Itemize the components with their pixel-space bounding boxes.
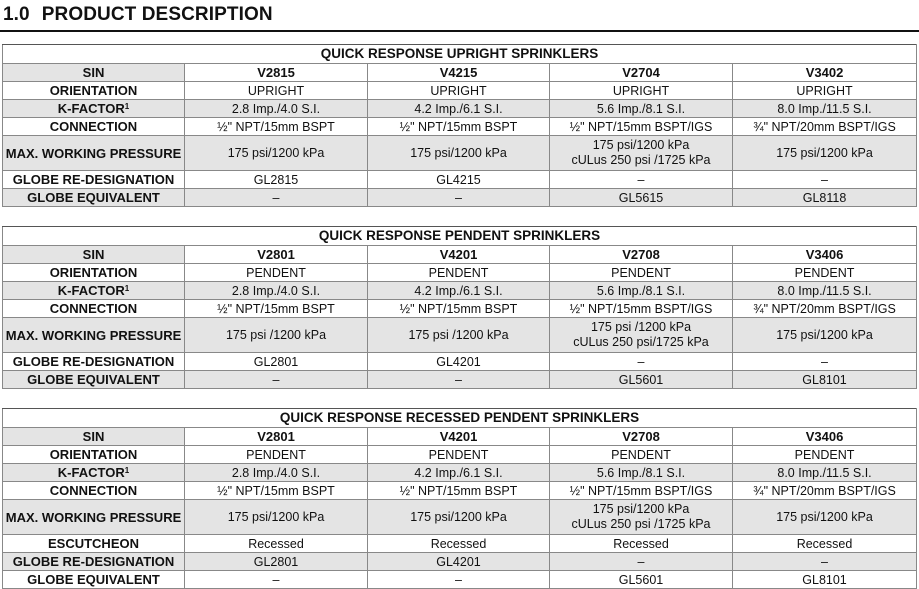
spec-table-pendent bbox=[2, 226, 917, 389]
row-label bbox=[3, 300, 185, 318]
sin-row bbox=[3, 428, 917, 446]
row-label bbox=[3, 264, 185, 282]
table-cell bbox=[733, 282, 917, 300]
heading-rule bbox=[0, 30, 919, 32]
cell-value: – bbox=[455, 190, 462, 205]
row-globe-re-designation bbox=[3, 171, 917, 189]
table-cell bbox=[185, 500, 368, 535]
cell-value: 4.2 Imp./6.1 S.I. bbox=[414, 101, 503, 116]
sin-cell: V3406 bbox=[733, 428, 917, 446]
cell-value: GL5615 bbox=[618, 190, 664, 205]
row-label-text: ESCUTCHEON bbox=[47, 535, 139, 551]
cell-value: ½" NPT/15mm BSPT/IGS bbox=[569, 119, 713, 134]
row-label bbox=[3, 318, 185, 353]
table-title-row bbox=[3, 409, 917, 428]
cell-value-extra: cULus 250 psi /1725 kPa bbox=[571, 153, 711, 167]
table-cell bbox=[733, 100, 917, 118]
cell-value: GL4201 bbox=[436, 554, 481, 569]
table-cell bbox=[733, 571, 917, 589]
cell-value: 175 psi/1200 kPa bbox=[410, 145, 507, 160]
row-label-text: K-FACTOR bbox=[57, 282, 125, 298]
table-cell bbox=[185, 571, 368, 589]
row-globe-re-designation bbox=[3, 353, 917, 371]
row-label bbox=[3, 118, 185, 136]
row-label-text: CONNECTION bbox=[49, 300, 138, 316]
cell-value: 2.8 Imp./4.0 S.I. bbox=[231, 283, 321, 298]
cell-value: – bbox=[821, 554, 828, 569]
table-cell bbox=[185, 535, 368, 553]
cell-value: GL2815 bbox=[253, 172, 299, 187]
table-cell bbox=[550, 136, 733, 171]
row-globe-re-designation bbox=[3, 553, 917, 571]
cell-value: 2.8 Imp./4.0 S.I. bbox=[231, 465, 321, 480]
cell-value: ¾" NPT/20mm BSPT/IGS bbox=[753, 119, 896, 134]
cell-value: – bbox=[821, 354, 828, 369]
row-connection bbox=[3, 118, 917, 136]
row-label-text: MAX. WORKING PRESSURE bbox=[5, 145, 182, 161]
cell-value: – bbox=[455, 572, 462, 587]
table-cell bbox=[368, 535, 550, 553]
cell-value: – bbox=[637, 172, 645, 187]
section-number: 1.0 bbox=[3, 4, 30, 25]
table-cell bbox=[733, 482, 917, 500]
row-k-factor bbox=[3, 464, 917, 482]
cell-value: – bbox=[637, 354, 645, 369]
table-cell bbox=[733, 535, 917, 553]
table-cell bbox=[550, 371, 733, 389]
footnote-marker: 1 bbox=[124, 465, 130, 475]
sin-row bbox=[3, 246, 917, 264]
row-max-working-pressure bbox=[3, 318, 917, 353]
cell-value: 175 psi /1200 kPa bbox=[408, 327, 509, 342]
cell-value: PENDENT bbox=[611, 265, 671, 280]
row-label-text: MAX. WORKING PRESSURE bbox=[5, 327, 182, 343]
table-cell bbox=[185, 371, 368, 389]
cell-value: 5.6 Imp./8.1 S.I. bbox=[596, 465, 686, 480]
table-cell bbox=[368, 100, 550, 118]
table-cell bbox=[185, 318, 368, 353]
table-cell bbox=[733, 371, 917, 389]
table-cell bbox=[185, 553, 368, 571]
cell-value: 2.8 Imp./4.0 S.I. bbox=[231, 101, 321, 116]
row-orientation bbox=[3, 264, 917, 282]
row-label bbox=[3, 446, 185, 464]
table-cell bbox=[550, 446, 733, 464]
cell-value: 175 psi /1200 kPa bbox=[590, 320, 692, 334]
row-k-factor bbox=[3, 100, 917, 118]
row-label bbox=[3, 171, 185, 189]
cell-value: 175 psi/1200 kPa bbox=[227, 509, 325, 524]
sin-cell: V2801 bbox=[185, 246, 368, 264]
cell-value: ½" NPT/15mm BSPT bbox=[399, 119, 518, 134]
table-cell bbox=[185, 482, 368, 500]
row-globe-equivalent bbox=[3, 571, 917, 589]
row-label-text: K-FACTOR bbox=[57, 100, 125, 116]
table-cell bbox=[733, 189, 917, 207]
row-label-text: GLOBE EQUIVALENT bbox=[27, 371, 160, 387]
row-label-text: ORIENTATION bbox=[49, 264, 138, 280]
table-cell bbox=[368, 82, 550, 100]
cell-value: PENDENT bbox=[246, 447, 306, 462]
cell-value: ¾" NPT/20mm BSPT/IGS bbox=[753, 301, 896, 316]
cell-value: GL2801 bbox=[253, 554, 299, 569]
cell-value: 175 psi/1200 kPa bbox=[592, 138, 690, 152]
table-cell bbox=[550, 553, 733, 571]
row-label-text: ORIENTATION bbox=[49, 446, 138, 462]
cell-value: GL4215 bbox=[436, 172, 481, 187]
table-cell bbox=[550, 353, 733, 371]
table-title-row bbox=[3, 45, 917, 64]
table-cell bbox=[550, 535, 733, 553]
row-label bbox=[3, 136, 185, 171]
cell-value: 4.2 Imp./6.1 S.I. bbox=[414, 283, 503, 298]
cell-value: 8.0 Imp./11.5 S.I. bbox=[777, 283, 872, 298]
table-cell bbox=[368, 318, 550, 353]
table-cell bbox=[550, 282, 733, 300]
row-label-text: GLOBE RE-DESIGNATION bbox=[12, 353, 175, 369]
cell-value: 175 psi/1200 kPa bbox=[776, 145, 873, 160]
row-label bbox=[3, 500, 185, 535]
row-label: SIN bbox=[3, 428, 185, 446]
table-cell bbox=[368, 171, 550, 189]
table-cell bbox=[550, 118, 733, 136]
cell-value: PENDENT bbox=[428, 265, 489, 280]
sin-cell: V4201 bbox=[368, 246, 550, 264]
table-cell bbox=[368, 371, 550, 389]
cell-value: ½" NPT/15mm BSPT/IGS bbox=[569, 301, 713, 316]
table-cell bbox=[733, 264, 917, 282]
table-cell bbox=[185, 189, 368, 207]
table-cell bbox=[368, 464, 550, 482]
cell-value: – bbox=[455, 372, 462, 387]
table-cell bbox=[733, 500, 917, 535]
cell-value: Recessed bbox=[613, 536, 669, 551]
cell-value: ¾" NPT/20mm BSPT/IGS bbox=[753, 483, 896, 498]
table-cell bbox=[185, 118, 368, 136]
row-label bbox=[3, 100, 185, 118]
table-title: QUICK RESPONSE RECESSED PENDENT SPRINKLERS bbox=[3, 409, 917, 428]
cell-value: 175 psi /1200 kPa bbox=[225, 327, 327, 342]
row-connection bbox=[3, 300, 917, 318]
cell-value: GL2801 bbox=[253, 354, 299, 369]
table-cell bbox=[733, 353, 917, 371]
table-cell bbox=[550, 264, 733, 282]
spec-table-upright bbox=[2, 44, 917, 207]
sin-cell: V2704 bbox=[550, 64, 733, 82]
table-cell bbox=[185, 100, 368, 118]
row-label-text: CONNECTION bbox=[49, 482, 138, 498]
sin-cell: V3406 bbox=[733, 246, 917, 264]
cell-value: GL8101 bbox=[802, 372, 847, 387]
table-title: QUICK RESPONSE UPRIGHT SPRINKLERS bbox=[3, 45, 917, 64]
table-cell bbox=[368, 553, 550, 571]
table-cell bbox=[550, 300, 733, 318]
row-label-text: CONNECTION bbox=[49, 118, 138, 134]
table-cell bbox=[185, 171, 368, 189]
table-cell bbox=[185, 264, 368, 282]
row-orientation bbox=[3, 446, 917, 464]
cell-value: Recessed bbox=[796, 536, 853, 551]
sin-cell: V4215 bbox=[368, 64, 550, 82]
row-label bbox=[3, 535, 185, 553]
table-cell bbox=[185, 82, 368, 100]
cell-value: PENDENT bbox=[246, 265, 306, 280]
cell-value: PENDENT bbox=[611, 447, 671, 462]
cell-value: 8.0 Imp./11.5 S.I. bbox=[777, 465, 872, 480]
cell-value: 8.0 Imp./11.5 S.I. bbox=[777, 101, 872, 116]
sin-cell: V2708 bbox=[550, 428, 733, 446]
table-cell bbox=[550, 482, 733, 500]
row-label: SIN bbox=[3, 64, 185, 82]
table-cell bbox=[550, 464, 733, 482]
section-title: PRODUCT DESCRIPTION bbox=[41, 4, 273, 25]
table-cell bbox=[368, 118, 550, 136]
cell-value: PENDENT bbox=[794, 265, 855, 280]
row-label bbox=[3, 189, 185, 207]
table-cell bbox=[733, 464, 917, 482]
cell-value: – bbox=[821, 172, 828, 187]
cell-value: ½" NPT/15mm BSPT bbox=[217, 301, 335, 316]
cell-value: 5.6 Imp./8.1 S.I. bbox=[596, 283, 686, 298]
cell-value: GL8118 bbox=[802, 190, 847, 205]
table-cell bbox=[368, 264, 550, 282]
table-cell bbox=[550, 82, 733, 100]
table-cell bbox=[550, 571, 733, 589]
row-label bbox=[3, 553, 185, 571]
footnote-marker: 1 bbox=[124, 101, 130, 111]
cell-value: Recessed bbox=[248, 536, 304, 551]
row-label bbox=[3, 353, 185, 371]
cell-value: UPRIGHT bbox=[612, 83, 670, 98]
row-max-working-pressure bbox=[3, 136, 917, 171]
row-k-factor bbox=[3, 282, 917, 300]
table-cell bbox=[733, 136, 917, 171]
cell-value: 175 psi/1200 kPa bbox=[776, 509, 873, 524]
row-globe-equivalent bbox=[3, 189, 917, 207]
table-title: QUICK RESPONSE PENDENT SPRINKLERS bbox=[3, 227, 917, 246]
sin-cell: V4201 bbox=[368, 428, 550, 446]
cell-value: 175 psi/1200 kPa bbox=[227, 145, 325, 160]
row-label bbox=[3, 82, 185, 100]
table-cell bbox=[185, 353, 368, 371]
row-label bbox=[3, 371, 185, 389]
cell-value: – bbox=[272, 190, 280, 205]
table-cell bbox=[368, 282, 550, 300]
table-cell bbox=[368, 353, 550, 371]
cell-value: 175 psi/1200 kPa bbox=[776, 327, 873, 342]
table-cell bbox=[550, 100, 733, 118]
sin-cell: V2801 bbox=[185, 428, 368, 446]
table-cell bbox=[185, 464, 368, 482]
cell-value: – bbox=[272, 372, 280, 387]
cell-value: GL5601 bbox=[618, 372, 664, 387]
sin-cell: V2708 bbox=[550, 246, 733, 264]
cell-value: – bbox=[272, 572, 280, 587]
table-cell bbox=[550, 171, 733, 189]
cell-value-extra: cULus 250 psi/1725 kPa bbox=[573, 335, 709, 349]
table-cell bbox=[368, 500, 550, 535]
row-label-text: ORIENTATION bbox=[49, 82, 138, 98]
table-cell bbox=[368, 300, 550, 318]
table-cell bbox=[733, 171, 917, 189]
row-label bbox=[3, 482, 185, 500]
table-title-row bbox=[3, 227, 917, 246]
row-label-text: MAX. WORKING PRESSURE bbox=[5, 509, 182, 525]
cell-value: 4.2 Imp./6.1 S.I. bbox=[414, 465, 503, 480]
cell-value: ½" NPT/15mm BSPT bbox=[217, 119, 335, 134]
sin-cell: V3402 bbox=[733, 64, 917, 82]
table-cell bbox=[550, 189, 733, 207]
cell-value: 175 psi/1200 kPa bbox=[410, 509, 507, 524]
table-cell bbox=[733, 82, 917, 100]
cell-value: ½" NPT/15mm BSPT bbox=[399, 301, 518, 316]
table-cell bbox=[185, 300, 368, 318]
cell-value: ½" NPT/15mm BSPT bbox=[217, 483, 335, 498]
spec-table-recessed-pendent bbox=[2, 408, 917, 589]
row-orientation bbox=[3, 82, 917, 100]
cell-value: Recessed bbox=[430, 536, 487, 551]
footnote-marker: 1 bbox=[124, 283, 130, 293]
table-cell bbox=[368, 189, 550, 207]
row-label-text: GLOBE EQUIVALENT bbox=[27, 189, 160, 205]
table-cell bbox=[368, 482, 550, 500]
row-label-text: K-FACTOR bbox=[57, 464, 125, 480]
row-label bbox=[3, 282, 185, 300]
row-escutcheon bbox=[3, 535, 917, 553]
cell-value-extra: cULus 250 psi /1725 kPa bbox=[571, 517, 711, 531]
row-label bbox=[3, 464, 185, 482]
cell-value: GL4201 bbox=[436, 354, 481, 369]
table-cell bbox=[733, 118, 917, 136]
cell-value: 5.6 Imp./8.1 S.I. bbox=[596, 101, 686, 116]
section-heading bbox=[3, 4, 273, 26]
sin-row bbox=[3, 64, 917, 82]
table-cell bbox=[185, 136, 368, 171]
cell-value: PENDENT bbox=[428, 447, 489, 462]
table-cell bbox=[550, 318, 733, 353]
row-label: SIN bbox=[3, 246, 185, 264]
table-cell bbox=[550, 500, 733, 535]
cell-value: ½" NPT/15mm BSPT/IGS bbox=[569, 483, 713, 498]
row-label-text: GLOBE RE-DESIGNATION bbox=[12, 171, 175, 187]
table-cell bbox=[368, 446, 550, 464]
row-max-working-pressure bbox=[3, 500, 917, 535]
table-cell bbox=[733, 318, 917, 353]
cell-value: UPRIGHT bbox=[430, 83, 487, 98]
cell-value: UPRIGHT bbox=[247, 83, 305, 98]
cell-value: PENDENT bbox=[794, 447, 855, 462]
table-cell bbox=[368, 136, 550, 171]
table-cell bbox=[733, 300, 917, 318]
table-cell bbox=[368, 571, 550, 589]
table-cell bbox=[733, 553, 917, 571]
row-label-text: GLOBE RE-DESIGNATION bbox=[12, 553, 175, 569]
cell-value: ½" NPT/15mm BSPT bbox=[399, 483, 518, 498]
table-cell bbox=[185, 446, 368, 464]
sin-cell: V2815 bbox=[185, 64, 368, 82]
row-connection bbox=[3, 482, 917, 500]
table-cell bbox=[733, 446, 917, 464]
cell-value: 175 psi/1200 kPa bbox=[592, 502, 690, 516]
row-globe-equivalent bbox=[3, 371, 917, 389]
cell-value: – bbox=[637, 554, 645, 569]
row-label-text: GLOBE EQUIVALENT bbox=[27, 571, 160, 587]
cell-value: UPRIGHT bbox=[796, 83, 853, 98]
row-label bbox=[3, 571, 185, 589]
cell-value: GL8101 bbox=[802, 572, 847, 587]
table-cell bbox=[185, 282, 368, 300]
cell-value: GL5601 bbox=[618, 572, 664, 587]
